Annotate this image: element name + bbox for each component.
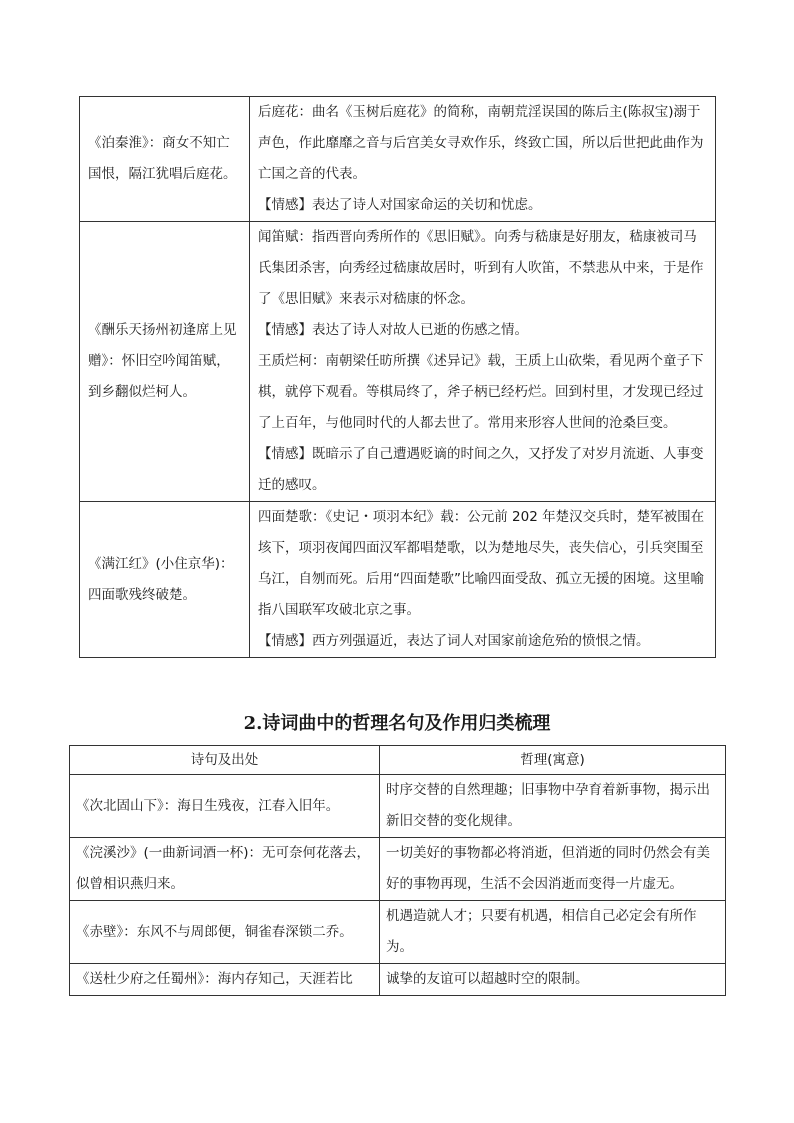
table-header-row: [70, 746, 726, 775]
meaning-cell: 一切美好的事物都必将消逝，但消逝的同时仍然会有美好的事物再现，生活不会因消逝而变得一片虚无。: [380, 838, 726, 901]
emotion-note: 【情感】表达了诗人对国家命运的关切和忧虑。: [258, 197, 542, 213]
emotion-note: 【情感】表达了诗人对故人已逝的伤感之情。: [258, 322, 528, 338]
section-title: 2.诗词曲中的哲理名句及作用归类梳理: [243, 713, 551, 734]
column-header-poem: 诗句及出处: [70, 746, 380, 775]
table-row: [70, 901, 726, 964]
poem-cell: 《赤壁》：东风不与周郎便，铜雀春深锁二乔。: [70, 901, 380, 964]
poem-cell: 《泊秦淮》：商女不知亡国恨，隔江犹唱后庭花。: [80, 97, 250, 222]
allusion-explanation: 王质烂柯：南朝梁任昉所撰《述异记》载，王质上山砍柴，看见两个童子下棋，就停下观看。等棋局终了，斧子柄已经朽烂。回到村里，才发现已经过了上百年，与他同时代的人都去世了。常用来形容人世间的沧桑巨变。: [258, 353, 704, 431]
poem-cell: 《浣溪沙》(一曲新词酒一杯)：无可奈何花落去，似曾相识燕归来。: [70, 838, 380, 901]
meaning-cell: 时序交替的自然理趣；旧事物中孕育着新事物，揭示出新旧交替的变化规律。: [380, 775, 726, 838]
table-row: [70, 838, 726, 901]
emotion-note: 【情感】西方列强逼近，表达了词人对国家前途危殆的愤恨之情。: [258, 633, 650, 649]
emotion-note: 【情感】既暗示了自己遭遇贬谪的时间之久，又抒发了对岁月流逝、人事变迁的感叹。: [258, 446, 704, 493]
allusion-explanation: 闻笛赋：指西晋向秀所作的《思旧赋》。向秀与嵇康是好朋友，嵇康被司马氏集团杀害，向秀经过嵇康故居时，听到有人吹笛，不禁悲从中来，于是作了《思旧赋》来表示对嵇康的怀念。: [258, 229, 704, 307]
explanation-cell: [250, 222, 716, 502]
allusion-explanation: 四面楚歌：《史记・项羽本纪》载：公元前 202 年楚汉交兵时，楚军被围在垓下，项羽夜闻四面汉军都唱楚歌，以为楚地尽失，丧失信心，引兵突围至乌江，自刎而死。后用“四面楚歌”比喻四面受敌、孤立无援的困境。这里喻指八国联军攻破北京之事。: [258, 509, 705, 618]
table-row: [70, 964, 726, 996]
allusion-table: [79, 96, 716, 658]
table-row: [80, 502, 716, 658]
explanation-cell: [250, 97, 716, 222]
table-row: [80, 222, 716, 502]
table-row: [80, 97, 716, 222]
poem-cell: 《送杜少府之任蜀州》：海内存知己，天涯若比: [70, 964, 380, 996]
column-header-meaning: 哲理(寓意): [380, 746, 726, 775]
explanation-cell: [250, 502, 716, 658]
poem-cell: 《酬乐天扬州初逢席上见赠》：怀旧空吟闻笛赋，到乡翻似烂柯人。: [80, 222, 250, 502]
poem-cell: 《满江红》(小住京华)：四面歌残终破楚。: [80, 502, 250, 658]
table-row: [70, 775, 726, 838]
meaning-cell: 机遇造就人才；只要有机遇，相信自己必定会有所作为。: [380, 901, 726, 964]
meaning-cell: 诚挚的友谊可以超越时空的限制。: [380, 964, 726, 996]
philosophy-table: [69, 745, 726, 996]
poem-cell: 《次北固山下》：海日生残夜，江春入旧年。: [70, 775, 380, 838]
allusion-explanation: 后庭花：曲名《玉树后庭花》的简称，南朝荒淫误国的陈后主(陈叔宝)溺于声色，作此靡靡之音与后宫美女寻欢作乐，终致亡国，所以后世把此曲作为亡国之音的代表。: [258, 104, 704, 182]
